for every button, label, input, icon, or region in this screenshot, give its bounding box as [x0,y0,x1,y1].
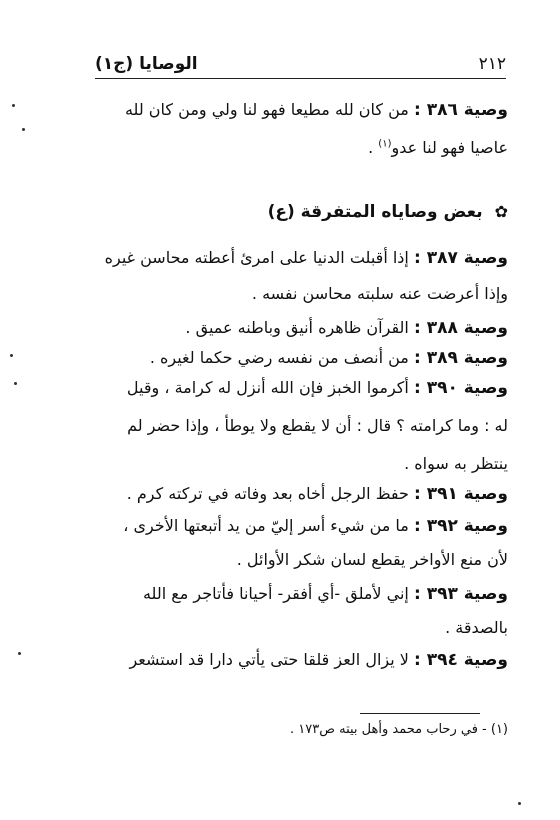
section-heading-text: بعض وصاياه المتفرقة (ع) [267,202,483,222]
scan-speck [10,354,13,357]
entry-label: وصية ٣٩٠ : [413,378,508,398]
scan-speck [14,382,17,385]
entry-388 [96,318,508,338]
entry-text: من كان لله مطيعا فهو لنا ولي ومن كان لله [124,100,409,119]
entry-text: لا يزال العز قلقا حتى يأتي دارا قد استشعر [129,650,409,669]
running-title: الوصايا (ج١) [95,54,198,74]
entry-text: حفظ الرجل أخاه بعد وفاته في تركته كرم . [126,484,409,503]
entry-393-continuation: بالصدقة . [445,618,508,637]
page-header [95,50,506,80]
entry-390-continuation-2: ينتظر به سواه . [404,454,508,473]
footnote-reference[interactable]: (١) [378,138,392,150]
entry-label: وصية ٣٨٩ : [413,348,508,368]
entry-393 [96,584,508,604]
entry-text: من أنصف من نفسه رضي حكما لغيره . [149,348,409,367]
page-number: ٢١٢ [478,54,506,74]
entry-387-continuation: وإذا أعرضت عنه سلبته محاسن نفسه . [251,284,508,303]
entry-390-continuation-1: له : وما كرامته ؟ قال : أن لا يقطع ولا يوطأ ، وإذا حضر لم [127,416,508,435]
entry-387 [96,248,508,268]
entry-text: إذا أقبلت الدنيا على امرئ أعطته محاسن غيره [104,248,409,267]
entry-386-continuation [96,138,508,157]
flower-icon: ✿ [494,202,508,221]
entry-label: وصية ٣٩٣ : [413,584,508,604]
section-heading [268,202,508,222]
entry-text: عاصيا فهو لنا عدو [391,138,508,157]
entry-392 [96,516,508,536]
entry-394 [96,650,508,670]
scan-speck [518,802,521,805]
entry-390 [96,378,508,398]
entry-label: وصية ٣٩١ : [413,484,508,504]
entry-label: وصية ٣٩٤ : [413,650,508,670]
header-rule [95,78,506,79]
scan-speck [12,104,15,107]
scan-speck [18,652,21,655]
entry-label: وصية ٣٨٧ : [413,248,508,268]
entry-text: ما من شيء أسر إليّ من يد أتبعتها الأخرى ، [123,516,409,535]
entry-label: وصية ٣٨٦ : [413,100,508,120]
entry-label: وصية ٣٩٢ : [413,516,508,536]
entry-391 [96,484,508,504]
footnote: (١) - في رحاب محمد وأهل بيته ص١٧٣ . [290,722,508,737]
entry-386 [96,100,508,120]
entry-392-continuation: لأن منع الأواخر يقطع لسان شكر الأوائل . [236,550,508,569]
entry-text: . [368,138,374,157]
footnote-rule [360,713,480,714]
entry-text: أكرموا الخبز فإن الله أنزل له كرامة ، وقيل [126,378,409,397]
entry-389 [96,348,508,368]
entry-label: وصية ٣٨٨ : [413,318,508,338]
scan-speck [22,128,25,131]
entry-text: القرآن ظاهره أنيق وباطنه عميق . [185,318,409,337]
entry-text: إني لأملق -أي أفقر- أحيانا فأتاجر مع الله [142,584,409,603]
